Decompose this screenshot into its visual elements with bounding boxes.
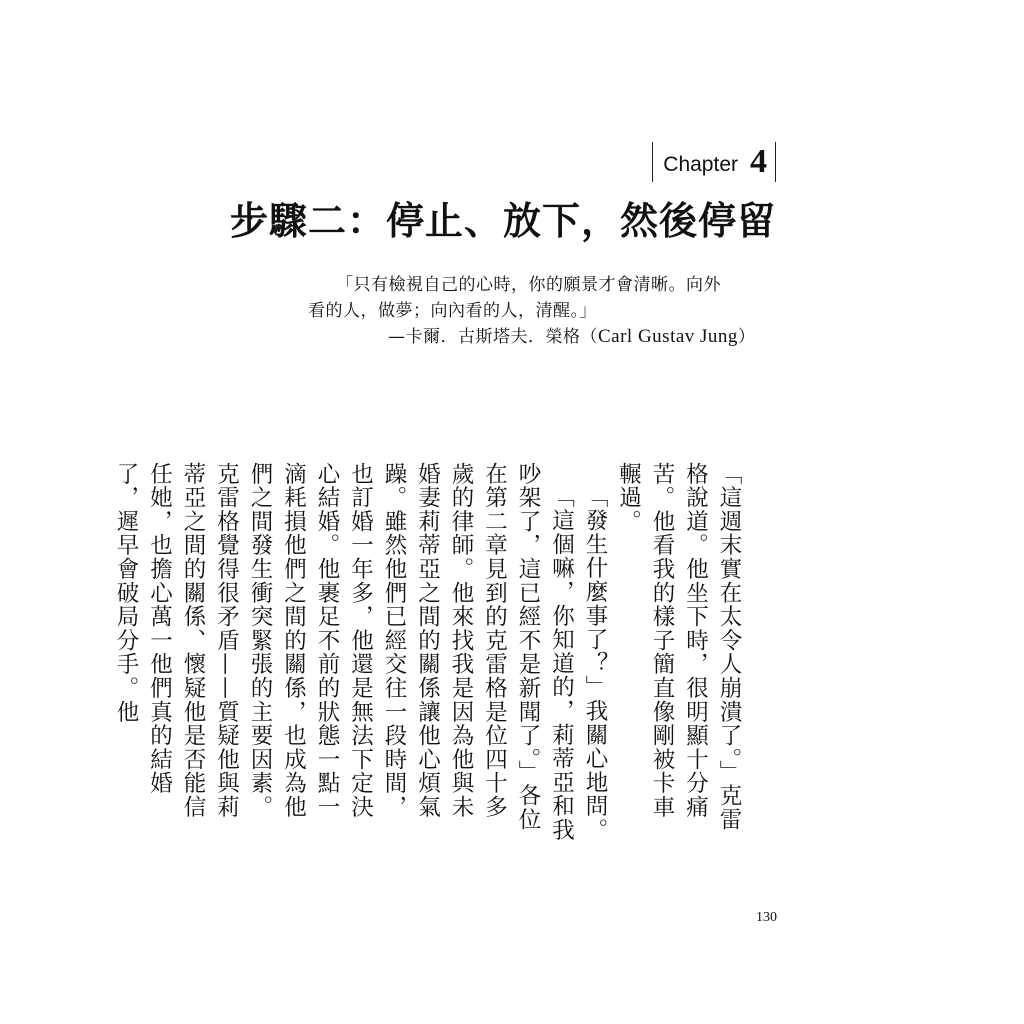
body-paragraph-1: 「這週末實在太令人崩潰了。」克雷格說道。他坐下時，很明顯十分痛苦。他看我的樣子簡直像剛被卡車輾過。	[615, 462, 742, 832]
attribution-latin-name: Carl Gustav Jung	[598, 326, 738, 347]
chapter-right-rule	[775, 142, 776, 182]
attribution-prefix: —卡爾．古斯塔夫．榮格（	[388, 327, 598, 347]
body-paragraph-3: 「這個嘛，你知道的，莉蒂亞和我吵架了，這已經不是新聞了。」各位在第二章見到的克雷格是位四十多歲的律師。他來找我是因為他與未婚妻莉蒂亞之間的關係讓他心煩氣躁。雖然他們已經交往一段時間，也訂婚一年多，他還是無法下定決心結婚。他裹足不前的狀態一點一滴耗損他們之間的關係，也成為他們之間發生衝突緊張的主要因素。克雷格覺得很矛盾——質疑他與莉蒂亞之間的關係、懷疑他是否能信任她，也擔心萬一他們真的結婚了，遲早會破局分手。他	[113, 462, 575, 842]
chapter-heading	[652, 138, 776, 186]
epigraph-line-2: 看的人，做夢；向內看的人，清醒。」	[308, 301, 597, 321]
vertical-body-text	[113, 462, 745, 842]
body-paragraph-2: 「發生什麼事了？」我關心地問。	[582, 484, 608, 842]
chapter-title: 步驟二：停止、放下，然後停留	[229, 198, 776, 243]
chapter-left-rule	[652, 142, 653, 182]
epigraph-line-1: 「只有檢視自己的心時，你的願景才會清晰。向外	[336, 275, 721, 295]
chapter-number: 4	[750, 143, 767, 180]
page-number: 130	[756, 910, 777, 925]
epigraph-attribution	[388, 322, 755, 348]
chapter-label: Chapter	[663, 153, 738, 176]
attribution-suffix: ）	[737, 327, 756, 347]
